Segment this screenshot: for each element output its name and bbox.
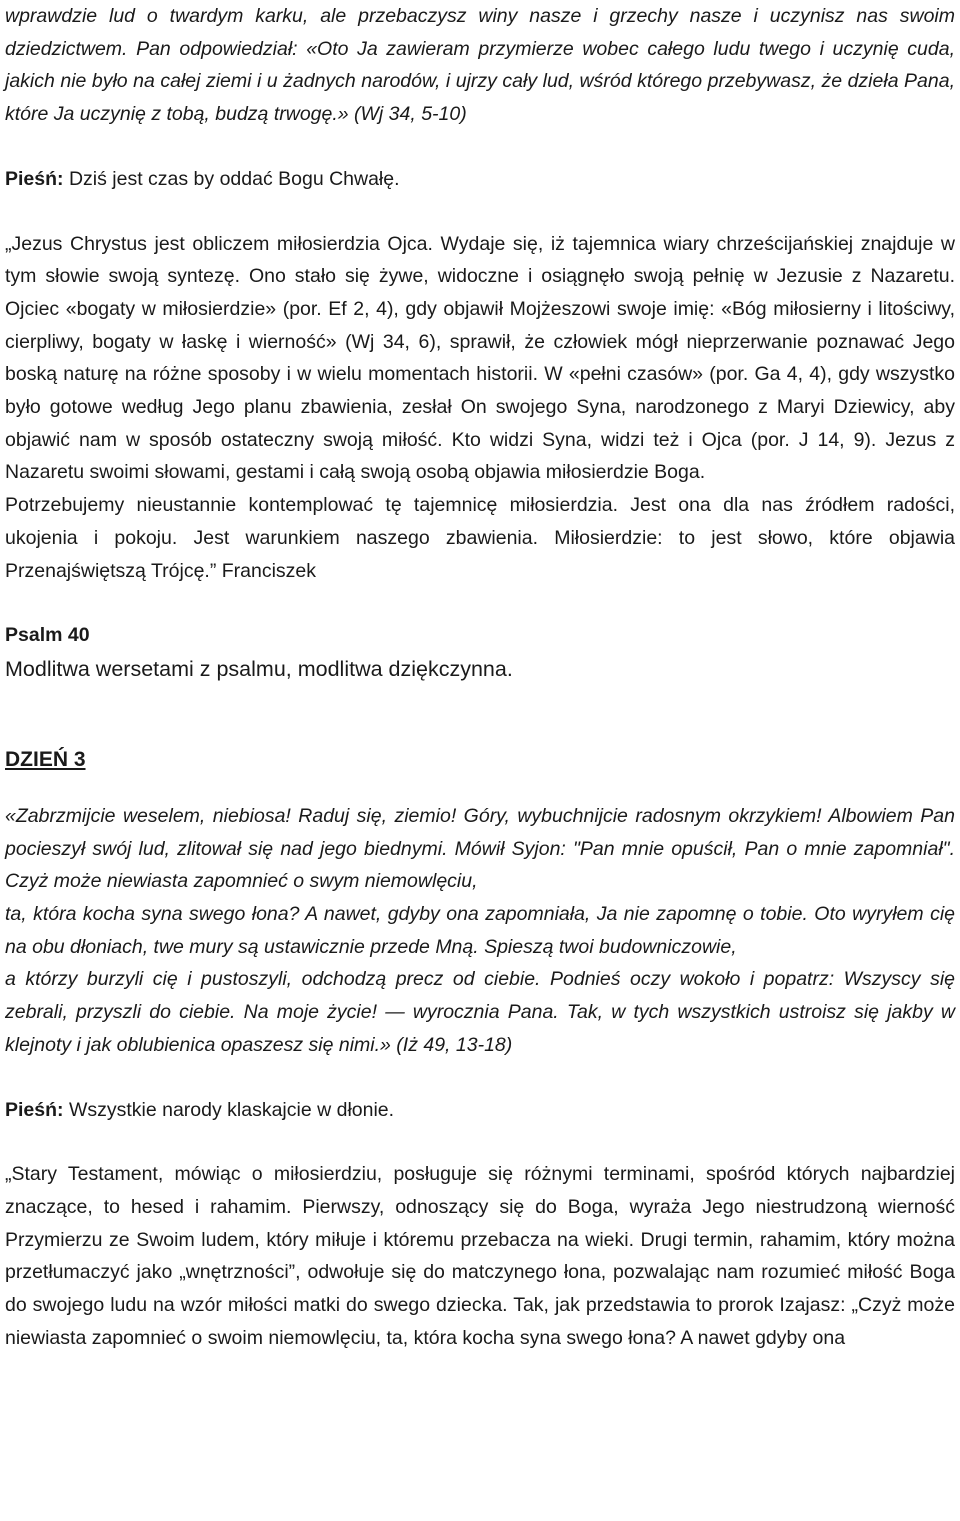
day-heading: DZIEŃ 3 [5,747,86,771]
reflection-paragraph: Potrzebujemy nieustannie kontemplować tę tajemnicę miłosierdzia. Jest ona dla nas źródłem radości, ukojenia i pokoju. Jest warunkiem naszego zbawienia. Miłosierdzie: to jest słowo, które objawia Przenajświętszą Trójcę.” Franciszek [5,494,955,582]
spacer [5,772,955,800]
song-label: Pieśń: [5,1098,64,1121]
reflection-paragraph: „Jezus Chrystus jest obliczem miłosierdzia Ojca. Wydaje się, iż tajemnica wiary chrześcijańskiej znajduje w tym słowie swoją syntezę. Ono stało się żywe, widoczne i osiągnęło swoją pełnię w Jezusie z Nazaretu. Ojciec «bogaty w miłosierdzie» (por. Ef 2, 4), gdy objawił Mojżeszowi swoje imię: «Bóg miłosierny i litościwy, cierpliwy, bogaty w łaskę i wierność» (Wj 34, 6), sprawił, że człowiek mógł nieprzerwanie poznawać Jego boską naturę na różne sposoby i w wielu momentach historii. W «pełni czasów» (por. Ga 4, 4), gdy wszystko było gotowe według Jego planu zbawienia, zesłał On swojego Syna, narodzonego z Maryi Dziewicy, aby objawić nam w sposób ostateczny swoją miłość. Kto widzi Syna, widzi też i Ojca (por. J 14, 9). Jezus z Nazaretu swoimi słowami, gestami i całą swoją osobą objawia miłosierdzie Boga. [5,232,955,484]
day-quote-paragraph: ta, która kocha syna swego łona? A nawet, gdyby ona zapomniała, Ja nie zapomnę o tobie. Oto wyryłem cię na obu dłoniach, twe mury są ustawicznie przede Mną. Spieszą twoi budowniczowie, [5,903,955,958]
psalm-subtitle: Modlitwa wersetami z psalmu, modlitwa dziękczynna. [5,656,513,681]
song-title: Dziś jest czas by oddać Bogu Chwałę. [68,167,400,190]
song-line [5,163,955,196]
song-title: Wszystkie narody klaskajcie w dłonie. [68,1098,395,1121]
document-page [5,0,955,1355]
spacer [5,686,955,748]
spacer [5,587,955,619]
psalm-title: Psalm 40 [5,624,90,647]
day-quote-paragraph: «Zabrzmijcie weselem, niebiosa! Raduj się, ziemio! Góry, wybuchnijcie radosnym okrzykiem! Albowiem Pan pocieszył swój lud, zlitował się nad jego biednymi. Mówił Syjon: "Pan mnie opuścił, Pan o mnie zapomniał". Czyż może niewiasta zapomnieć o swym niemowlęciu, [5,804,955,893]
song-line [5,1094,955,1127]
spacer [5,196,955,228]
spacer [5,1126,955,1158]
spacer [5,1062,955,1094]
intro-quote: wprawdzie lud o twardym karku, ale przebaczysz winy nasze i grzechy nasze i uczynisz nas swoim dziedzictwem. Pan odpowiedział: «Oto Ja zawieram przymierze wobec całego ludu twego i uczynię cuda, jakich nie było na całej ziemi i u żadnych narodów, i ujrzy cały lud, wśród którego przebywasz, że dzieła Pana, które Ja uczynię z tobą, budzą trwogę.» (Wj 34, 5-10) [5,5,955,126]
reflection-paragraph: „Stary Testament, mówiąc o miłosierdziu, posługuje się różnymi terminami, spośród których najbardziej znaczące, to hesed i rahamim. Pierwszy, odnoszący się do Boga, wyraża Jego niestrudzoną wierność Przymierzu ze Swoim ludem, który miłuje i któremu przebacza na wieki. Drugi termin, rahamim, który można przetłumaczyć jako „wnętrzności”, odwołuje się do matczynego łona, pozwalając nam rozumieć miłość Boga do swojego ludu na wzór miłości matki do swego dziecka. Tak, jak przedstawia to prorok Izajasz: „Czyż może niewiasta zapomnieć o swoim niemowlęciu, ta, która kocha syna swego łona? A nawet gdyby ona [5,1163,955,1349]
spacer [5,131,955,163]
song-label: Pieśń: [5,167,64,190]
day-quote-paragraph: a którzy burzyli cię i pustoszyli, odchodzą precz od ciebie. Podnieś oczy wokoło i popatrz: Wszyscy się zebrali, przyszli do ciebie. Na moje życie! — wyrocznia Pana. Tak, w tych wszystkich ustroisz się jakby w klejnoty i jak oblubienica opaszesz się nimi.» (Iż 49, 13-18) [5,968,955,1056]
